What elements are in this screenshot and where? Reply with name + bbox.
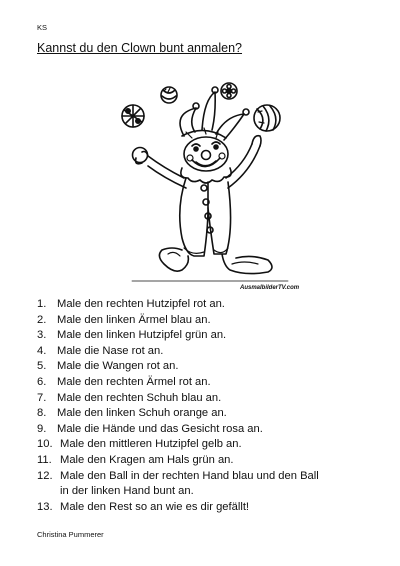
list-item: 4. Male die Nase rot an. — [37, 344, 164, 357]
list-item: 1. Male den rechten Hutzipfel rot an. — [37, 298, 225, 310]
juggling-ball-left — [122, 105, 144, 127]
juggling-ball-right — [254, 105, 280, 131]
list-item: 10. Male den mittleren Hutzipfel gelb an. — [37, 438, 242, 451]
list-item: 7. Male den rechten Schuh blau an. — [37, 391, 222, 404]
held-ball — [133, 148, 148, 163]
juggling-ball-flower — [221, 83, 237, 99]
illustration-watermark: AusmalbilderTV.com — [240, 285, 300, 291]
list-item: 3. Male den linken Hutzipfel grün an. — [37, 329, 227, 342]
list-item: 6. Male den rechten Ärmel rot an. — [37, 375, 211, 388]
list-item: 5. Male die Wangen rot an. — [37, 360, 179, 373]
instruction-list — [37, 297, 377, 515]
juggling-ball-top — [161, 87, 177, 103]
clown-face — [184, 137, 228, 171]
list-item: 9. Male die Hände und das Gesicht rosa an. — [37, 422, 263, 435]
clown-illustration — [112, 78, 300, 292]
list-item: 8. Male den linken Schuh orange an. — [37, 407, 227, 420]
list-item: 2. Male den linken Ärmel blau an. — [37, 313, 211, 326]
header-code: KS — [37, 23, 48, 32]
page-title: Kannst du den Clown bunt anmalen? — [37, 41, 243, 55]
list-item: 11. Male den Kragen am Hals grün an. — [37, 453, 234, 466]
clown-shoes — [159, 248, 272, 274]
footer-author: Christina Pummerer — [37, 530, 104, 539]
list-item: 13. Male den Rest so an wie es dir gefällt! — [37, 500, 250, 513]
clown-body — [180, 178, 231, 256]
list-item: 12. Male den Ball in der rechten Hand blau und den Ball in der linken Hand bunt an. — [37, 469, 319, 498]
clown-hat — [180, 87, 249, 140]
